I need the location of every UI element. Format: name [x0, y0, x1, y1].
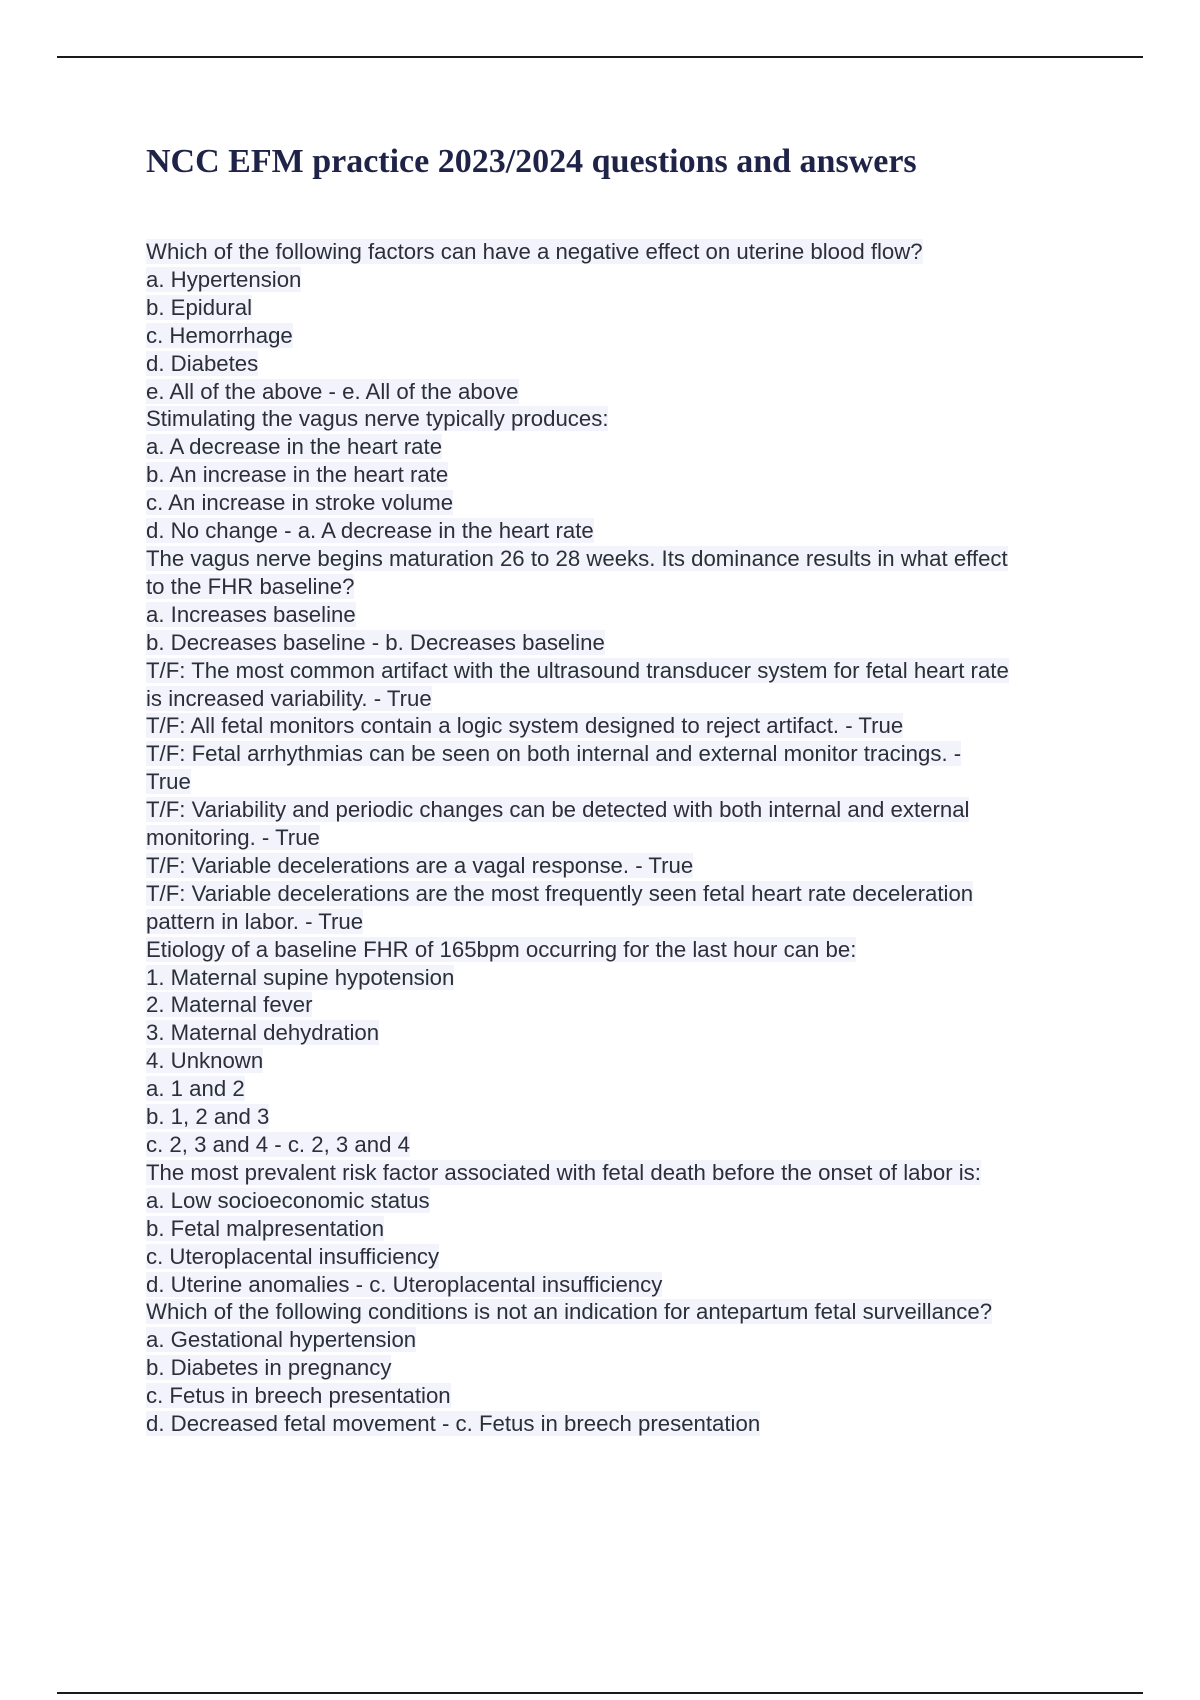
line-text: The most prevalent risk factor associated with fetal death before the onset of labor is: [146, 1159, 981, 1185]
body-line [146, 824, 1096, 852]
body-line [146, 517, 1096, 545]
line-text: d. Diabetes [146, 350, 259, 376]
line-text: True [146, 769, 191, 795]
line-text: c. Hemorrhage [146, 322, 293, 348]
body-line [146, 657, 1096, 685]
line-text: a. 1 and 2 [146, 1076, 245, 1102]
body-line [146, 908, 1096, 936]
body-line [146, 433, 1096, 461]
body-line [146, 238, 1096, 266]
body-line [146, 964, 1096, 992]
body-line [146, 266, 1096, 294]
body-line [146, 740, 1096, 768]
line-text: 4. Unknown [146, 1048, 264, 1074]
body-line [146, 768, 1096, 796]
line-text: Etiology of a baseline FHR of 165bpm occurring for the last hour can be: [146, 936, 857, 962]
body-line [146, 461, 1096, 489]
bottom-rule [57, 1692, 1143, 1694]
body-line [146, 545, 1096, 573]
body-line [146, 1410, 1096, 1438]
line-text: c. An increase in stroke volume [146, 490, 454, 516]
qa-body [146, 238, 1096, 1438]
line-text: b. An increase in the heart rate [146, 462, 449, 488]
body-line [146, 1131, 1096, 1159]
body-line [146, 1159, 1096, 1187]
body-line [146, 1019, 1096, 1047]
line-text: d. Decreased fetal movement - c. Fetus in breech presentation [146, 1411, 761, 1437]
line-text: 1. Maternal supine hypotension [146, 964, 455, 990]
line-text: a. Low socioeconomic status [146, 1187, 430, 1213]
body-line [146, 1187, 1096, 1215]
line-text: pattern in labor. - True [146, 908, 364, 934]
line-text: 3. Maternal dehydration [146, 1020, 380, 1046]
body-line [146, 294, 1096, 322]
body-line [146, 1075, 1096, 1103]
line-text: monitoring. - True [146, 825, 320, 851]
body-line [146, 1271, 1096, 1299]
body-line [146, 1047, 1096, 1075]
line-text: is increased variability. - True [146, 685, 432, 711]
line-text: b. Epidural [146, 294, 253, 320]
body-line [146, 1354, 1096, 1382]
line-text: T/F: Variable decelerations are the most frequently seen fetal heart rate deceleration [146, 880, 974, 906]
line-text: a. A decrease in the heart rate [146, 434, 443, 460]
line-text: c. Fetus in breech presentation [146, 1383, 451, 1409]
line-text: The vagus nerve begins maturation 26 to 28 weeks. Its dominance results in what effect [146, 545, 1008, 571]
line-text: T/F: All fetal monitors contain a logic system designed to reject artifact. - True [146, 713, 904, 739]
line-text: e. All of the above - e. All of the above [146, 378, 519, 404]
line-text: Stimulating the vagus nerve typically produces: [146, 406, 609, 432]
line-text: a. Gestational hypertension [146, 1327, 417, 1353]
line-text: Which of the following factors can have a negative effect on uterine blood flow? [146, 239, 923, 264]
line-text: a. Hypertension [146, 266, 302, 292]
line-text: b. 1, 2 and 3 [146, 1104, 270, 1130]
body-line [146, 796, 1096, 824]
line-text: T/F: The most common artifact with the ultrasound transducer system for fetal heart rate [146, 657, 1009, 683]
body-line [146, 573, 1096, 601]
body-line [146, 378, 1096, 406]
body-line [146, 1382, 1096, 1410]
line-text: b. Diabetes in pregnancy [146, 1355, 392, 1381]
line-text: d. No change - a. A decrease in the heart rate [146, 518, 594, 544]
line-text: b. Fetal malpresentation [146, 1215, 385, 1241]
body-line [146, 629, 1096, 657]
body-line [146, 350, 1096, 378]
body-line [146, 405, 1096, 433]
line-text: 2. Maternal fever [146, 992, 313, 1018]
body-line [146, 1215, 1096, 1243]
body-line [146, 1326, 1096, 1354]
body-line [146, 991, 1096, 1019]
body-line [146, 685, 1096, 713]
line-text: c. Uteroplacental insufficiency [146, 1243, 440, 1269]
body-line [146, 489, 1096, 517]
line-text: b. Decreases baseline - b. Decreases baseline [146, 629, 605, 655]
line-text: d. Uterine anomalies - c. Uteroplacental insufficiency [146, 1271, 663, 1297]
line-text: T/F: Variability and periodic changes can be detected with both internal and external [146, 797, 970, 823]
body-line [146, 322, 1096, 350]
line-text: Which of the following conditions is not an indication for antepartum fetal surveillance? [146, 1299, 993, 1325]
body-line [146, 1243, 1096, 1271]
body-line [146, 1103, 1096, 1131]
body-line [146, 852, 1096, 880]
line-text: c. 2, 3 and 4 - c. 2, 3 and 4 [146, 1132, 410, 1157]
body-line [146, 712, 1096, 740]
top-rule [57, 56, 1143, 58]
line-text: T/F: Variable decelerations are a vagal response. - True [146, 852, 694, 878]
line-text: to the FHR baseline? [146, 573, 355, 599]
line-text: a. Increases baseline [146, 601, 356, 627]
body-line [146, 936, 1096, 964]
body-line [146, 601, 1096, 629]
page-title: NCC EFM practice 2023/2024 questions and answers [146, 143, 917, 180]
body-line [146, 880, 1096, 908]
line-text: T/F: Fetal arrhythmias can be seen on both internal and external monitor tracings. - [146, 741, 962, 767]
body-line [146, 1298, 1096, 1326]
